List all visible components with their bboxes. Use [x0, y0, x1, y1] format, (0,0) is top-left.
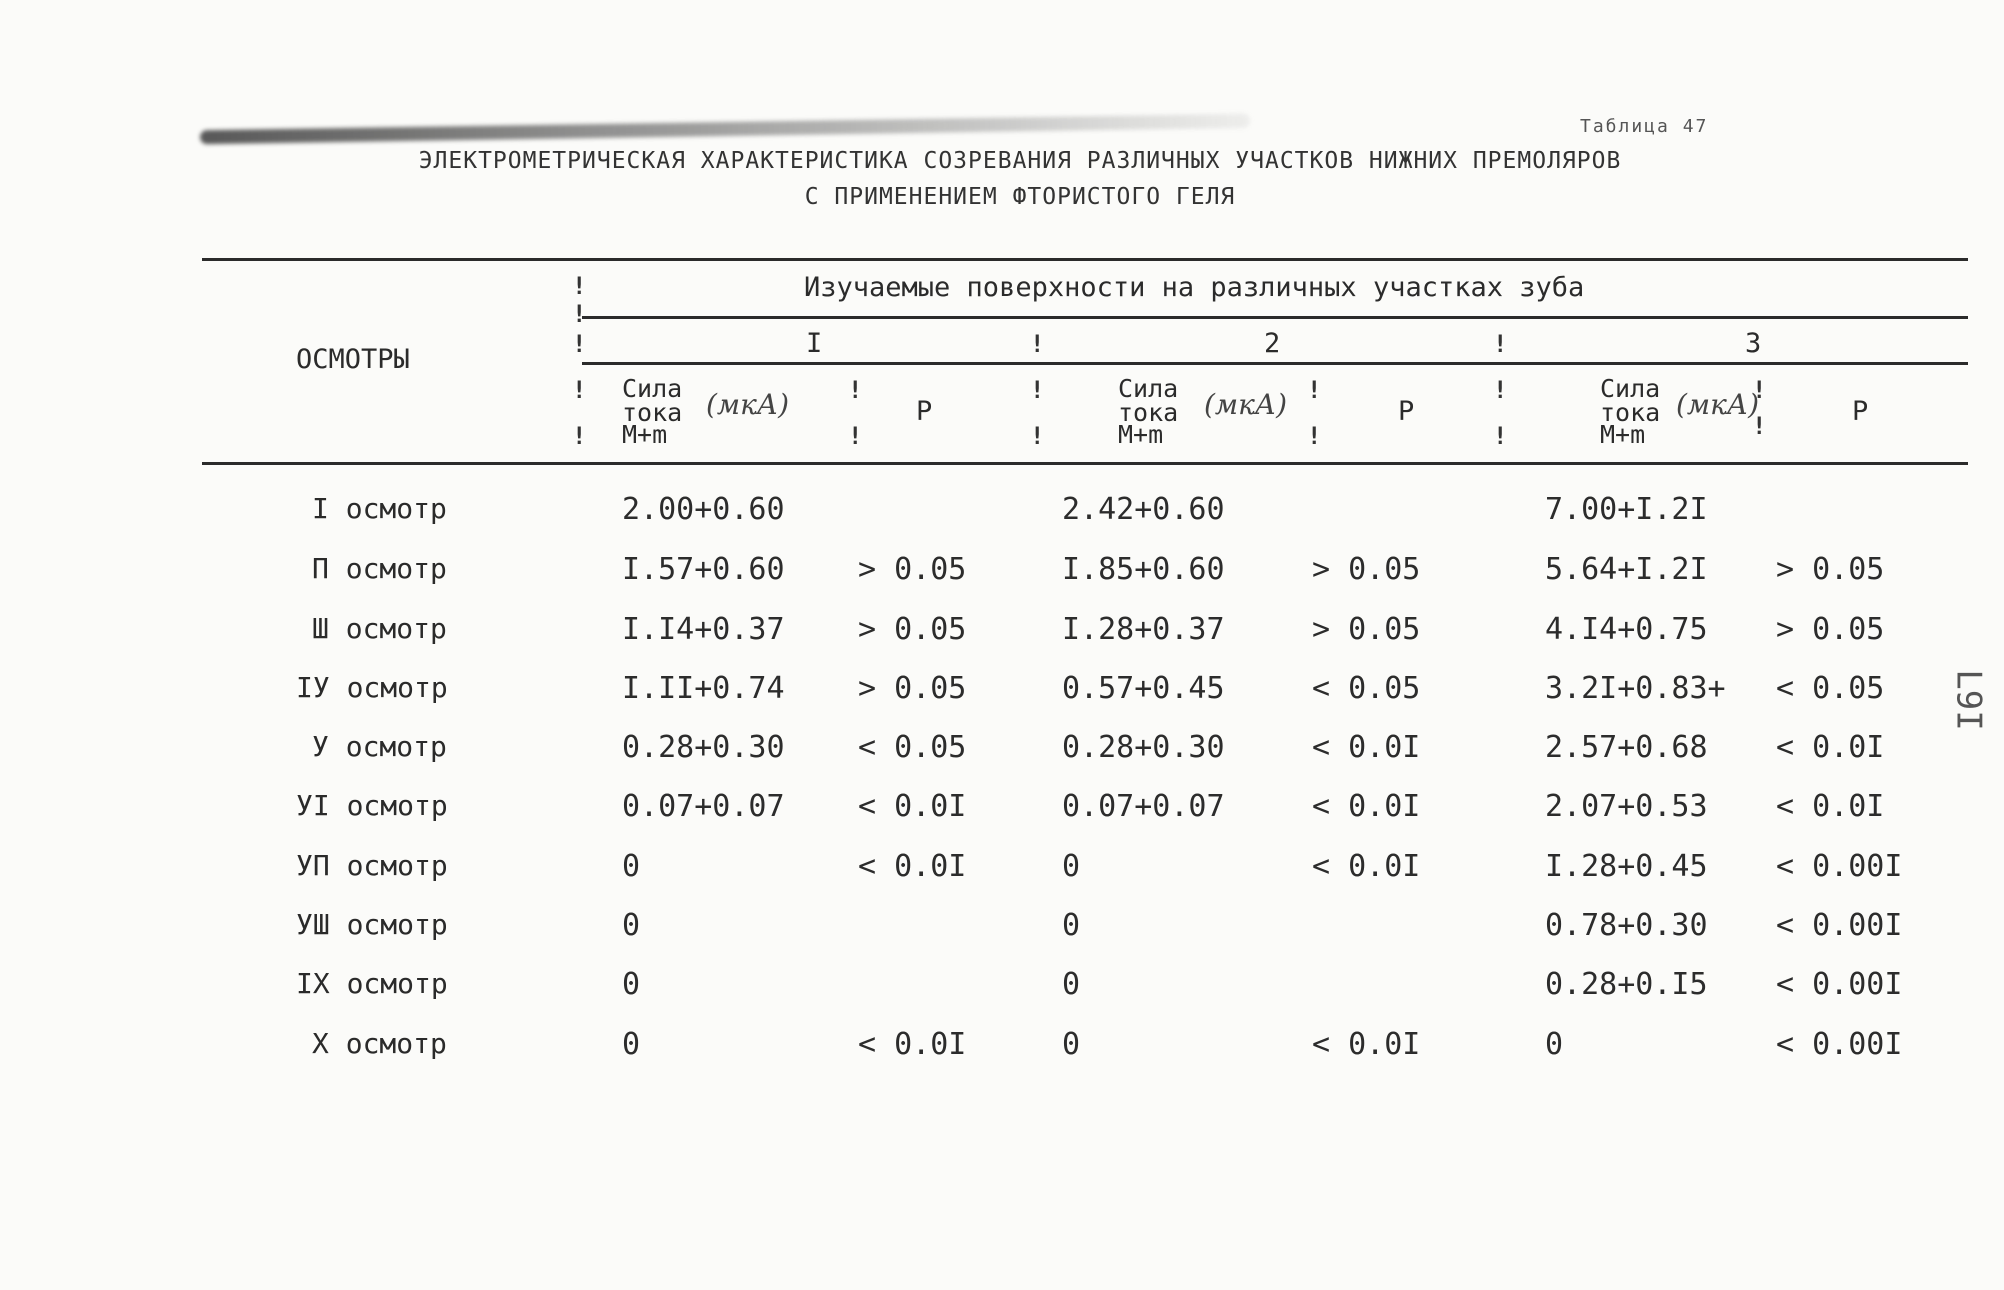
current-value-2: 0.07+0.07: [1062, 789, 1225, 824]
separator-mark: !: [572, 376, 587, 404]
separator-mark: !: [1493, 376, 1508, 404]
row-label: УП осмотр: [296, 849, 448, 882]
p-value-1: < 0.0I: [858, 849, 967, 884]
section-2-label: 2: [1264, 328, 1281, 359]
p-header: Р: [916, 396, 933, 427]
current-value-2: 0: [1062, 1027, 1081, 1062]
current-label-line-3: М+m: [622, 420, 668, 449]
current-label-line-1: Сила: [622, 374, 683, 403]
p-value-3: < 0.0I: [1776, 730, 1885, 765]
current-value-1: 0.28+0.30: [622, 730, 785, 765]
current-value-2: 0: [1062, 849, 1081, 884]
current-value-1: I.I4+0.37: [622, 612, 785, 647]
p-value-3: < 0.00I: [1776, 849, 1903, 884]
current-label-line-3: М+m: [1600, 420, 1646, 449]
separator-mark: !: [1752, 412, 1767, 440]
p-value-3: < 0.00I: [1776, 1027, 1903, 1062]
scan-smear: [200, 114, 1250, 144]
unit-annotation: (мкА): [1204, 388, 1287, 421]
p-value-1: > 0.05: [858, 671, 967, 706]
current-value-3: 2.07+0.53: [1545, 789, 1708, 824]
page-number: L9I: [1948, 669, 1989, 731]
rows-label: ОСМОТРЫ: [296, 344, 410, 375]
group-label: Изучаемые поверхности на различных участках зуба: [804, 272, 1585, 303]
current-value-2: 0: [1062, 908, 1081, 943]
p-value-1: > 0.05: [858, 552, 967, 587]
current-value-2: I.85+0.60: [1062, 552, 1225, 587]
p-header: Р: [1398, 396, 1415, 427]
separator-mark: !: [848, 376, 863, 404]
p-value-3: > 0.05: [1776, 552, 1885, 587]
separator-mark: !: [1030, 422, 1045, 450]
table-number: Таблица 47: [1580, 116, 1709, 137]
p-value-2: < 0.0I: [1312, 789, 1421, 824]
p-value-2: > 0.05: [1312, 552, 1421, 587]
current-value-3: I.28+0.45: [1545, 849, 1708, 884]
p-value-1: < 0.0I: [858, 789, 967, 824]
p-value-2: < 0.0I: [1312, 849, 1421, 884]
table-title-line-2: С ПРИМЕНЕНИЕМ ФТОРИСТОГО ГЕЛЯ: [804, 184, 1236, 210]
current-value-3: 5.64+I.2I: [1545, 552, 1708, 587]
current-value-3: 0.28+0.I5: [1545, 967, 1708, 1002]
separator-mark: !: [1307, 422, 1322, 450]
section-1-label: I: [806, 328, 823, 359]
current-value-1: 2.00+0.60: [622, 492, 785, 527]
row-label: IУ осмотр: [296, 671, 448, 704]
current-value-3: 7.00+I.2I: [1545, 492, 1708, 527]
current-value-3: 0: [1545, 1027, 1564, 1062]
separator-mark: !: [572, 422, 587, 450]
current-value-2: 0.57+0.45: [1062, 671, 1225, 706]
p-header: Р: [1852, 396, 1869, 427]
current-label-line-2: тока: [1600, 398, 1661, 427]
current-value-1: 0: [622, 849, 641, 884]
row-label: X осмотр: [312, 1027, 447, 1060]
current-value-1: 0.07+0.07: [622, 789, 785, 824]
p-value-3: < 0.05: [1776, 671, 1885, 706]
separator-mark: !: [1493, 330, 1508, 358]
current-label-line-1: Сила: [1600, 374, 1661, 403]
p-value-2: < 0.05: [1312, 671, 1421, 706]
current-value-3: 2.57+0.68: [1545, 730, 1708, 765]
row-label: УШ осмотр: [296, 908, 448, 941]
section-rule: [582, 362, 1968, 365]
current-value-2: I.28+0.37: [1062, 612, 1225, 647]
row-label: У осмотр: [312, 730, 447, 763]
p-value-1: > 0.05: [858, 612, 967, 647]
separator-mark: !: [572, 272, 587, 300]
separator-mark: !: [1307, 376, 1322, 404]
current-label-line-2: тока: [1118, 398, 1179, 427]
current-value-1: I.57+0.60: [622, 552, 785, 587]
p-value-3: < 0.00I: [1776, 967, 1903, 1002]
p-value-3: < 0.0I: [1776, 789, 1885, 824]
p-value-2: < 0.0I: [1312, 1027, 1421, 1062]
current-value-3: 3.2I+0.83+: [1545, 671, 1726, 706]
row-label: УI осмотр: [296, 789, 448, 822]
current-label-line-2: тока: [622, 398, 683, 427]
p-value-1: < 0.0I: [858, 1027, 967, 1062]
row-label: Ш осмотр: [312, 612, 447, 645]
section-3-label: 3: [1745, 328, 1762, 359]
table-title-line-1: ЭЛЕКТРОМЕТРИЧЕСКАЯ ХАРАКТЕРИСТИКА СОЗРЕВАНИЯ РАЗЛИЧНЫХ УЧАСТКОВ НИЖНИХ ПРЕМОЛЯРОВ: [418, 148, 1622, 174]
separator-mark: !: [572, 300, 587, 328]
separator-mark: !: [1752, 376, 1767, 404]
p-value-3: > 0.05: [1776, 612, 1885, 647]
separator-mark: !: [1030, 330, 1045, 358]
p-value-1: < 0.05: [858, 730, 967, 765]
group-rule: [582, 316, 1968, 319]
current-label-line-1: Сила: [1118, 374, 1179, 403]
p-value-2: > 0.05: [1312, 612, 1421, 647]
current-value-2: 0.28+0.30: [1062, 730, 1225, 765]
row-label: IX осмотр: [296, 967, 448, 1000]
separator-mark: !: [848, 422, 863, 450]
current-value-1: 0: [622, 967, 641, 1002]
unit-annotation: (мкА): [706, 388, 789, 421]
separator-mark: !: [1030, 376, 1045, 404]
current-value-2: 0: [1062, 967, 1081, 1002]
p-value-3: < 0.00I: [1776, 908, 1903, 943]
row-label: I осмотр: [312, 492, 447, 525]
current-value-1: 0: [622, 908, 641, 943]
current-value-3: 4.I4+0.75: [1545, 612, 1708, 647]
unit-annotation: (мкА): [1676, 388, 1759, 421]
separator-mark: !: [572, 330, 587, 358]
separator-mark: !: [1493, 422, 1508, 450]
current-value-3: 0.78+0.30: [1545, 908, 1708, 943]
header-top-rule: [202, 258, 1968, 261]
header-bottom-rule: [202, 462, 1968, 465]
p-value-2: < 0.0I: [1312, 730, 1421, 765]
current-value-1: I.II+0.74: [622, 671, 785, 706]
row-label: П осмотр: [312, 552, 447, 585]
current-label-line-3: М+m: [1118, 420, 1164, 449]
current-value-1: 0: [622, 1027, 641, 1062]
current-value-2: 2.42+0.60: [1062, 492, 1225, 527]
